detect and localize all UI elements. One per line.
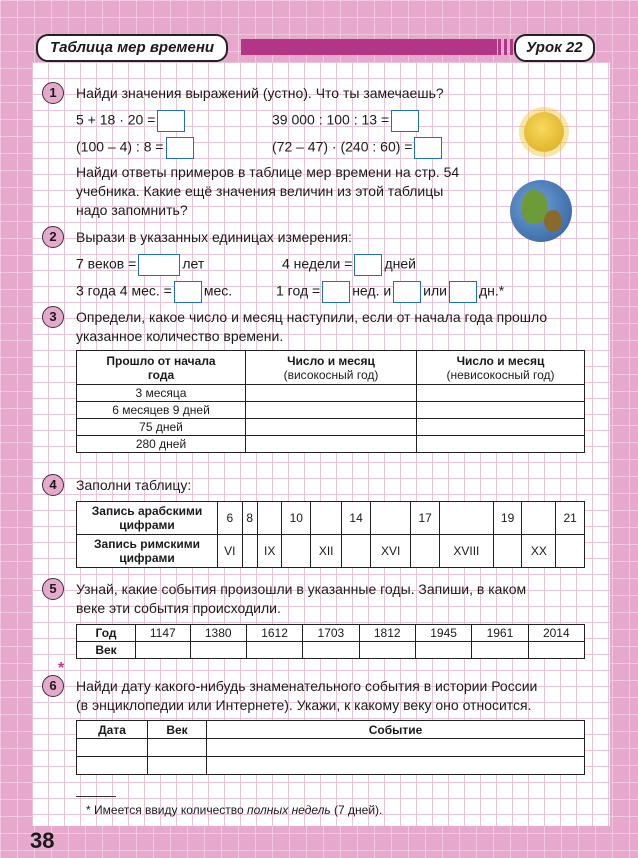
century-cell[interactable]	[136, 642, 191, 659]
numeral-cell: 14	[342, 502, 371, 535]
table-cell: 6 месяцев 9 дней	[77, 402, 246, 419]
task5-text1: Узнай, какие события произошли в указанные годы. Запиши, в каком	[76, 581, 527, 597]
task3-text2: указанное количество времени.	[76, 328, 284, 344]
task2-line2-left: 3 года 4 мес. = мес.	[76, 281, 232, 303]
task-number: 6	[42, 675, 64, 697]
challenge-star: *	[58, 660, 65, 677]
numeral-cell[interactable]	[439, 502, 493, 535]
answer-cell[interactable]	[246, 436, 417, 453]
task-number: 4	[42, 474, 64, 496]
answer-cell[interactable]	[207, 757, 585, 775]
answer-box[interactable]	[391, 110, 419, 132]
century-cell[interactable]	[528, 642, 584, 659]
events-header-event: Событие	[207, 721, 585, 739]
answer-cell[interactable]	[417, 385, 585, 402]
page-title: Таблица мер времени	[36, 34, 228, 62]
answer-cell[interactable]	[246, 402, 417, 419]
numerals-header-arabic: Запись арабскими цифрами	[77, 502, 218, 535]
numeral-cell[interactable]	[282, 535, 311, 568]
task2-line1-left: 7 веков = лет	[76, 254, 204, 276]
answer-cell[interactable]	[417, 402, 585, 419]
table-cell: 75 дней	[77, 419, 246, 436]
task3-text1: Определи, какое число и месяц наступили, если от начала года прошло	[76, 309, 548, 325]
numerals-table	[76, 501, 585, 568]
numeral-cell[interactable]	[242, 535, 257, 568]
answer-cell[interactable]	[246, 385, 417, 402]
answer-box[interactable]	[414, 137, 442, 159]
numeral-cell[interactable]	[556, 535, 585, 568]
years-table	[76, 624, 585, 659]
events-header-date: Дата	[77, 721, 148, 739]
year-cell: 1380	[190, 625, 246, 642]
task1-text2b: учебника. Какие ещё значения величин из этой таблицы	[76, 183, 444, 199]
numeral-cell: XVIII	[439, 535, 493, 568]
header-stripe	[241, 39, 497, 55]
task-number: 5	[42, 578, 64, 600]
page-number: 38	[30, 828, 55, 853]
globe-illustration	[510, 180, 572, 242]
numeral-cell[interactable]	[342, 535, 371, 568]
numeral-cell: 19	[493, 502, 522, 535]
numeral-cell: VI	[218, 535, 243, 568]
century-cell[interactable]	[472, 642, 528, 659]
century-cell[interactable]	[359, 642, 415, 659]
year-cell: 1961	[472, 625, 528, 642]
century-cell[interactable]	[246, 642, 302, 659]
answer-cell[interactable]	[77, 757, 148, 775]
answer-cell[interactable]	[246, 419, 417, 436]
dates-header-elapsed: Прошло от начала года	[77, 351, 246, 385]
task1-expr-2: 39 000 : 100 : 13 =	[272, 110, 421, 132]
year-cell: 1147	[136, 625, 191, 642]
task6-text2: (в энциклопедии или Интернете). Укажи, к какому веку оно относится.	[76, 697, 532, 713]
numeral-cell: 21	[556, 502, 585, 535]
dates-table	[76, 350, 585, 453]
numeral-cell[interactable]	[257, 502, 282, 535]
numeral-cell: 17	[411, 502, 440, 535]
year-cell: 1812	[359, 625, 415, 642]
events-header-century: Век	[148, 721, 207, 739]
century-cell[interactable]	[190, 642, 246, 659]
numeral-cell[interactable]	[522, 502, 556, 535]
numeral-cell: IX	[257, 535, 282, 568]
table-cell: 280 дней	[77, 436, 246, 453]
answer-cell[interactable]	[148, 739, 207, 757]
task-number: 2	[42, 226, 64, 248]
task1-expr-4: (72 – 47) · (240 : 60) =	[272, 137, 444, 159]
answer-box[interactable]	[138, 254, 180, 276]
events-table	[76, 720, 585, 775]
answer-box[interactable]	[174, 281, 202, 303]
answer-box[interactable]	[157, 110, 185, 132]
year-cell: 1612	[246, 625, 302, 642]
header-bar	[36, 34, 596, 60]
dates-header-nonleap: Число и месяц (невисокосный год)	[417, 351, 585, 385]
answer-box[interactable]	[393, 281, 421, 303]
footnote: * Имеется ввиду количество полных недель (7 дней).	[86, 803, 383, 817]
answer-cell[interactable]	[417, 419, 585, 436]
numeral-cell: XII	[311, 535, 342, 568]
answer-cell[interactable]	[77, 739, 148, 757]
task6-text1: Найди дату какого-нибудь знаменательного события в истории России	[76, 678, 538, 694]
numeral-cell[interactable]	[370, 502, 411, 535]
years-header-year: Год	[77, 625, 136, 642]
task5-text2: веке эти события происходили.	[76, 600, 281, 616]
task4-text: Заполни таблицу:	[76, 477, 192, 493]
task2-line2-right: 1 год = нед. и или дн.*	[276, 281, 504, 303]
answer-cell[interactable]	[148, 757, 207, 775]
dates-header-leap: Число и месяц (високосный год)	[246, 351, 417, 385]
numeral-cell[interactable]	[411, 535, 440, 568]
lesson-label: Урок 22	[514, 34, 595, 62]
answer-box[interactable]	[449, 281, 477, 303]
year-cell: 1945	[415, 625, 471, 642]
task2-line1-right: 4 недели = дней	[282, 254, 416, 276]
numeral-cell[interactable]	[311, 502, 342, 535]
numeral-cell: 6	[218, 502, 243, 535]
task1-expr-1: 5 + 18 · 20 =	[76, 110, 187, 132]
footnote-rule	[76, 796, 116, 797]
numeral-cell: 10	[282, 502, 311, 535]
answer-box[interactable]	[322, 281, 350, 303]
numeral-cell: XVI	[370, 535, 411, 568]
century-cell[interactable]	[415, 642, 471, 659]
numerals-header-roman: Запись римскими цифрами	[77, 535, 218, 568]
numeral-cell: XX	[522, 535, 556, 568]
table-cell: 3 месяца	[77, 385, 246, 402]
task1-text2a: Найди ответы примеров в таблице мер времени на стр. 54	[76, 164, 460, 180]
task1-text: Найди значения выражений (устно). Что ты замечаешь?	[76, 85, 444, 101]
year-cell: 2014	[528, 625, 584, 642]
answer-cell[interactable]	[207, 739, 585, 757]
task1-expr-3: (100 – 4) : 8 =	[76, 137, 196, 159]
answer-cell[interactable]	[417, 436, 585, 453]
century-cell[interactable]	[303, 642, 359, 659]
task-number: 1	[42, 82, 64, 104]
numeral-cell: 8	[242, 502, 257, 535]
task1-text2c: надо запомнить?	[76, 202, 188, 218]
answer-box[interactable]	[354, 254, 382, 276]
answer-box[interactable]	[166, 137, 194, 159]
task2-text: Вырази в указанных единицах измерения:	[76, 229, 352, 245]
numeral-cell[interactable]	[493, 535, 522, 568]
year-cell: 1703	[303, 625, 359, 642]
sun-illustration	[524, 112, 564, 152]
years-header-century: Век	[77, 642, 136, 659]
task-number: 3	[42, 306, 64, 328]
